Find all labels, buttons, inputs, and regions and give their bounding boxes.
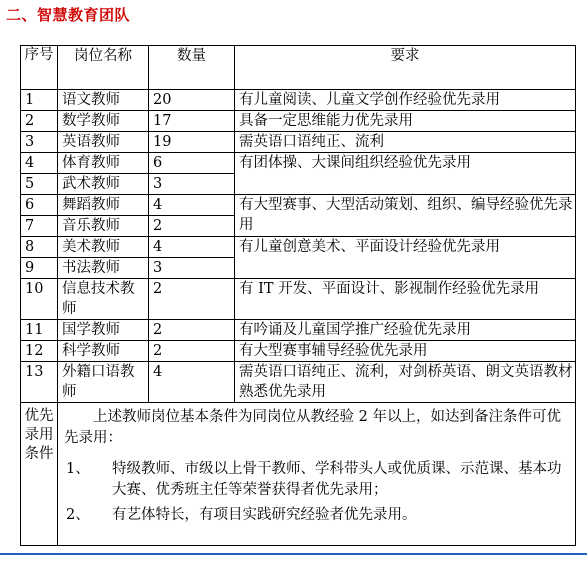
cell-quantity: 4 bbox=[149, 195, 235, 216]
table-row bbox=[21, 132, 576, 153]
cell-seq: 6 bbox=[21, 195, 58, 216]
cell-seq: 5 bbox=[21, 174, 58, 195]
cell-position: 音乐教师 bbox=[58, 216, 149, 237]
cell-requirement: 有吟诵及儿童国学推广经验优先录用 bbox=[235, 320, 576, 341]
table-header-row bbox=[21, 46, 576, 90]
cell-quantity: 2 bbox=[149, 279, 235, 320]
notes-item-text: 有艺体特长，有项目实践研究经验者优先录用。 bbox=[112, 507, 417, 523]
cell-quantity: 3 bbox=[149, 258, 235, 279]
cell-requirement: 有团体操、大课间组织经验优先录用 bbox=[235, 153, 576, 195]
cell-requirement: 有大型赛事、大型活动策划、组织、编导经验优先录用 bbox=[235, 195, 576, 237]
cell-quantity: 3 bbox=[149, 174, 235, 195]
header-seq: 序号 bbox=[21, 46, 58, 90]
header-requirement: 要求 bbox=[235, 46, 576, 90]
cell-position: 语文教师 bbox=[58, 90, 149, 111]
cell-position: 外籍口语教师 bbox=[58, 362, 149, 403]
cell-quantity: 19 bbox=[149, 132, 235, 153]
cell-seq: 4 bbox=[21, 153, 58, 174]
table-row bbox=[21, 111, 576, 132]
notes-item bbox=[64, 505, 569, 526]
cell-position: 英语教师 bbox=[58, 132, 149, 153]
notes-item-index: 2、 bbox=[66, 507, 90, 523]
cell-requirement: 有大型赛事辅导经验优先录用 bbox=[235, 341, 576, 362]
table-row bbox=[21, 237, 576, 258]
cell-quantity: 2 bbox=[149, 320, 235, 341]
cell-position: 武术教师 bbox=[58, 174, 149, 195]
header-position: 岗位名称 bbox=[58, 46, 149, 90]
notes-intro: 上述教师岗位基本条件为同岗位从教经验 2 年以上，如达到备注条件可优先录用： bbox=[64, 409, 561, 446]
notes-item-index: 1、 bbox=[66, 461, 90, 477]
cell-seq: 2 bbox=[21, 111, 58, 132]
table-row bbox=[21, 195, 576, 216]
cell-position: 国学教师 bbox=[58, 320, 149, 341]
cell-quantity: 17 bbox=[149, 111, 235, 132]
cell-position: 数学教师 bbox=[58, 111, 149, 132]
cell-seq: 8 bbox=[21, 237, 58, 258]
table-row bbox=[21, 279, 576, 320]
cell-quantity: 2 bbox=[149, 216, 235, 237]
bottom-divider bbox=[0, 553, 587, 555]
table-row bbox=[21, 153, 576, 174]
cell-requirement: 具备一定思维能力优先录用 bbox=[235, 111, 576, 132]
cell-requirement: 需英语口语纯正、流利 bbox=[235, 132, 576, 153]
cell-seq: 10 bbox=[21, 279, 58, 320]
cell-position: 舞蹈教师 bbox=[58, 195, 149, 216]
cell-position: 美术教师 bbox=[58, 237, 149, 258]
cell-quantity: 20 bbox=[149, 90, 235, 111]
cell-quantity: 6 bbox=[149, 153, 235, 174]
cell-requirement: 需英语口语纯正、流利，对剑桥英语、朗文英语教材熟悉优先录用 bbox=[235, 362, 576, 403]
recruitment-table bbox=[20, 45, 576, 546]
cell-seq: 12 bbox=[21, 341, 58, 362]
notes-row bbox=[21, 403, 576, 546]
table-row bbox=[21, 90, 576, 111]
table-row bbox=[21, 341, 576, 362]
notes-item-text: 特级教师、市级以上骨干教师、学科带头人或优质课、示范课、基本功大赛、优秀班主任等荣誉获得者优先录用； bbox=[112, 461, 562, 498]
cell-position: 书法教师 bbox=[58, 258, 149, 279]
cell-position: 信息技术教师 bbox=[58, 279, 149, 320]
section-title: 二、智慧教育团队 bbox=[6, 6, 131, 24]
cell-seq: 3 bbox=[21, 132, 58, 153]
cell-seq: 13 bbox=[21, 362, 58, 403]
cell-quantity: 2 bbox=[149, 341, 235, 362]
table-row bbox=[21, 320, 576, 341]
cell-position: 科学教师 bbox=[58, 341, 149, 362]
notes-item bbox=[64, 459, 569, 501]
cell-quantity: 4 bbox=[149, 362, 235, 403]
cell-requirement: 有儿童阅读、儿童文学创作经验优先录用 bbox=[235, 90, 576, 111]
cell-requirement: 有儿童创意美术、平面设计经验优先录用 bbox=[235, 237, 576, 279]
cell-requirement: 有 IT 开发、平面设计、影视制作经验优先录用 bbox=[235, 279, 576, 320]
cell-seq: 1 bbox=[21, 90, 58, 111]
cell-position: 体育教师 bbox=[58, 153, 149, 174]
table-row bbox=[21, 362, 576, 403]
header-quantity: 数量 bbox=[149, 46, 235, 90]
notes-cell bbox=[58, 403, 576, 546]
cell-seq: 11 bbox=[21, 320, 58, 341]
notes-label: 优先录用条件 bbox=[21, 403, 58, 546]
cell-quantity: 4 bbox=[149, 237, 235, 258]
cell-seq: 9 bbox=[21, 258, 58, 279]
cell-seq: 7 bbox=[21, 216, 58, 237]
